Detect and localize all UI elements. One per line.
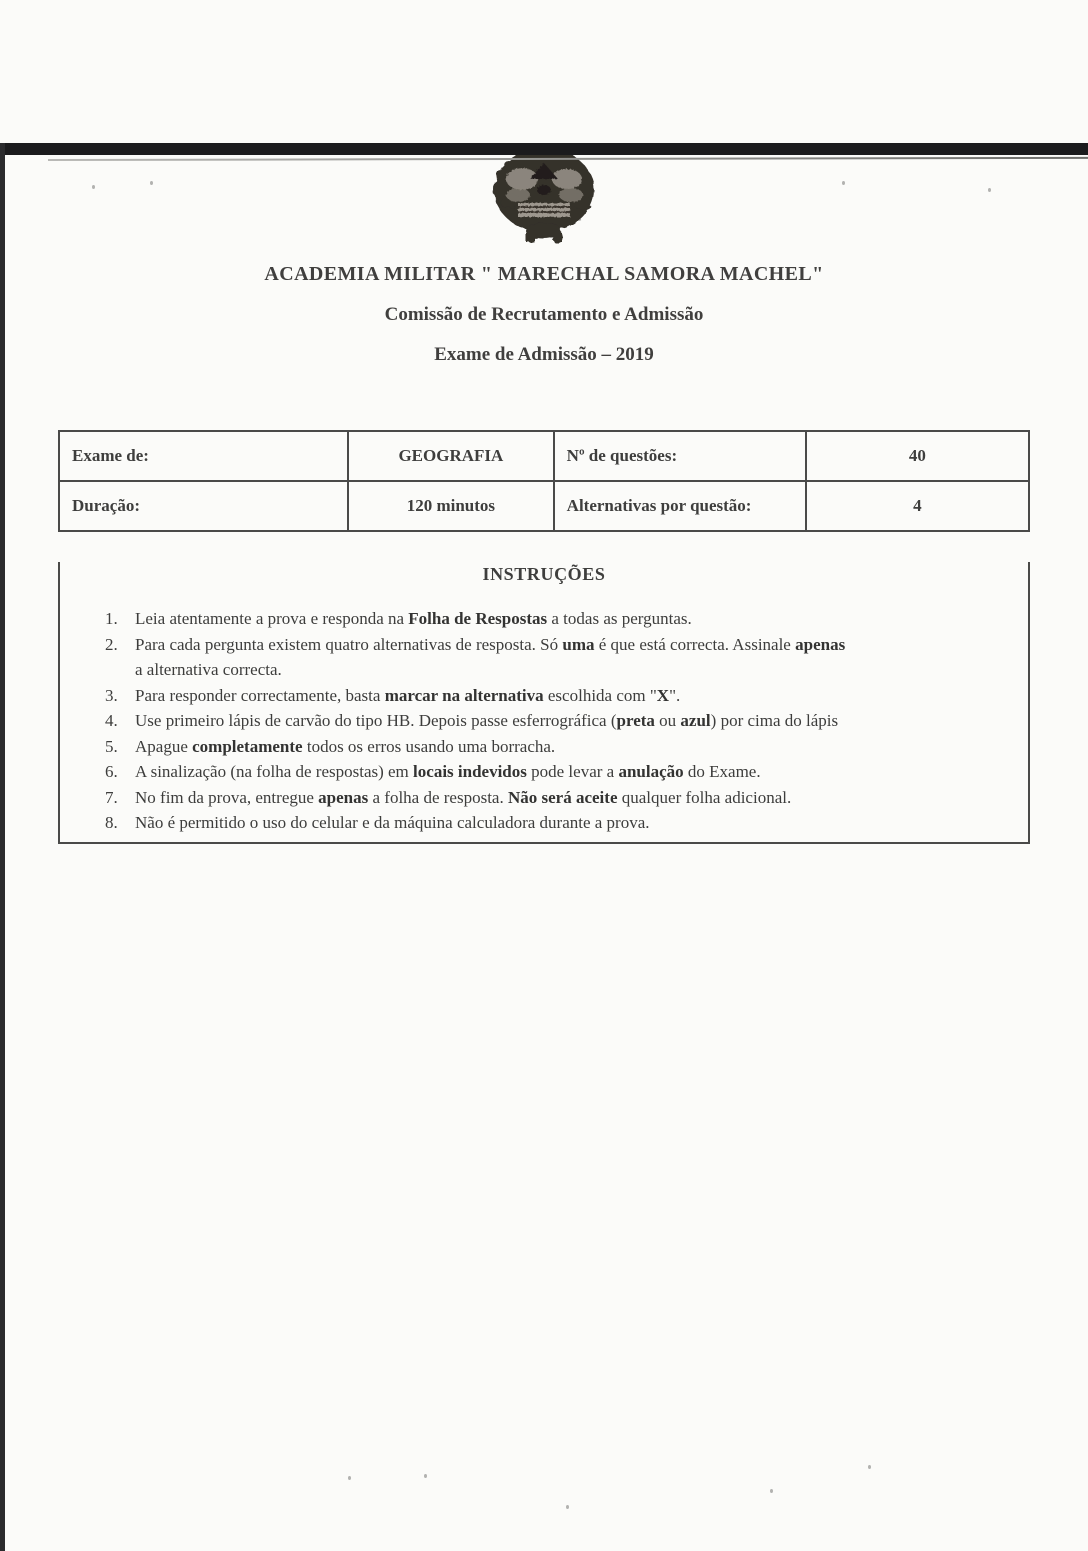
exam-info-cell-label: Exame de: (59, 431, 348, 481)
instruction-text: Para cada pergunta existem quatro alternativas de resposta. Só uma é que está correcta. Assinale apenas a alternativa correcta. (135, 634, 846, 679)
exam-info-cell-value: GEOGRAFIA (348, 431, 554, 481)
exam-info-cell-value: 40 (806, 431, 1029, 481)
instruction-number: 8. (105, 813, 118, 832)
instruction-number: 4. (105, 711, 118, 730)
instructions-box (58, 562, 1030, 844)
instruction-text: Para responder correctamente, basta marcar na alternativa escolhida com "X". (135, 685, 681, 705)
scan-speckle (424, 1474, 427, 1478)
instruction-item (105, 759, 1022, 785)
instruction-number: 6. (105, 762, 118, 781)
instruction-text: A sinalização (na folha de respostas) em locais indevidos pode levar a anulação do Exame. (135, 762, 761, 781)
exam-info-cell-value: 4 (806, 481, 1029, 531)
exam-info-cell-value: 120 minutos (348, 481, 554, 531)
exam-info-cell-label: Alternativas por questão: (554, 481, 806, 531)
exam-info-body (59, 431, 1029, 531)
instruction-item (105, 683, 1022, 709)
instruction-text: Não é permitido o uso do celular e da máquina calculadora durante a prova. (135, 813, 650, 832)
scan-speckle (842, 181, 845, 185)
instruction-number: 2. (105, 634, 118, 654)
instruction-text: No fim da prova, entregue apenas a folha de resposta. Não será aceite qualquer folha adicional. (135, 787, 792, 807)
instruction-item (105, 606, 1022, 632)
exam-info-row (59, 431, 1029, 481)
scan-edge-left (0, 143, 5, 1551)
exam-info-row (59, 481, 1029, 531)
instruction-item (105, 810, 1022, 836)
instruction-item (105, 734, 1022, 760)
instruction-item (105, 785, 1022, 811)
exam-title: Exame de Admissão – 2019 (434, 344, 654, 365)
instruction-text: Apague completamente todos os erros usando uma borracha. (135, 736, 556, 756)
instruction-item (105, 708, 1022, 734)
instruction-number: 1. (105, 609, 118, 628)
scan-edge-top (0, 143, 1088, 155)
exam-info-cell-label: Nº de questões: (554, 431, 806, 481)
instructions-list (60, 606, 1028, 836)
instruction-text: Leia atentamente a prova e responda na Folha de Respostas a todas as perguntas. (135, 609, 692, 628)
instruction-number: 7. (105, 787, 118, 807)
scan-speckle (92, 185, 95, 189)
scan-speckle (150, 181, 153, 185)
committee-subtitle: Comissão de Recrutamento e Admissão (384, 304, 704, 325)
scan-speckle (348, 1476, 351, 1480)
instruction-text: Use primeiro lápis de carvão do tipo HB. Depois passe esferrográfica (preta ou azul) por cima do lápis (135, 711, 839, 730)
instructions-title: INSTRUÇÕES (482, 564, 606, 584)
scan-speckle (566, 1505, 569, 1509)
instruction-number: 3. (105, 685, 118, 705)
exam-info-table (58, 430, 1030, 532)
academy-title: ACADEMIA MILITAR " MARECHAL SAMORA MACHEL" (264, 263, 824, 285)
instruction-item (105, 632, 1022, 683)
scan-speckle (868, 1465, 871, 1469)
exam-info-cell-label: Duração: (59, 481, 348, 531)
scan-speckle (988, 188, 991, 192)
instruction-number: 5. (105, 736, 118, 756)
scan-speckle (770, 1489, 773, 1493)
